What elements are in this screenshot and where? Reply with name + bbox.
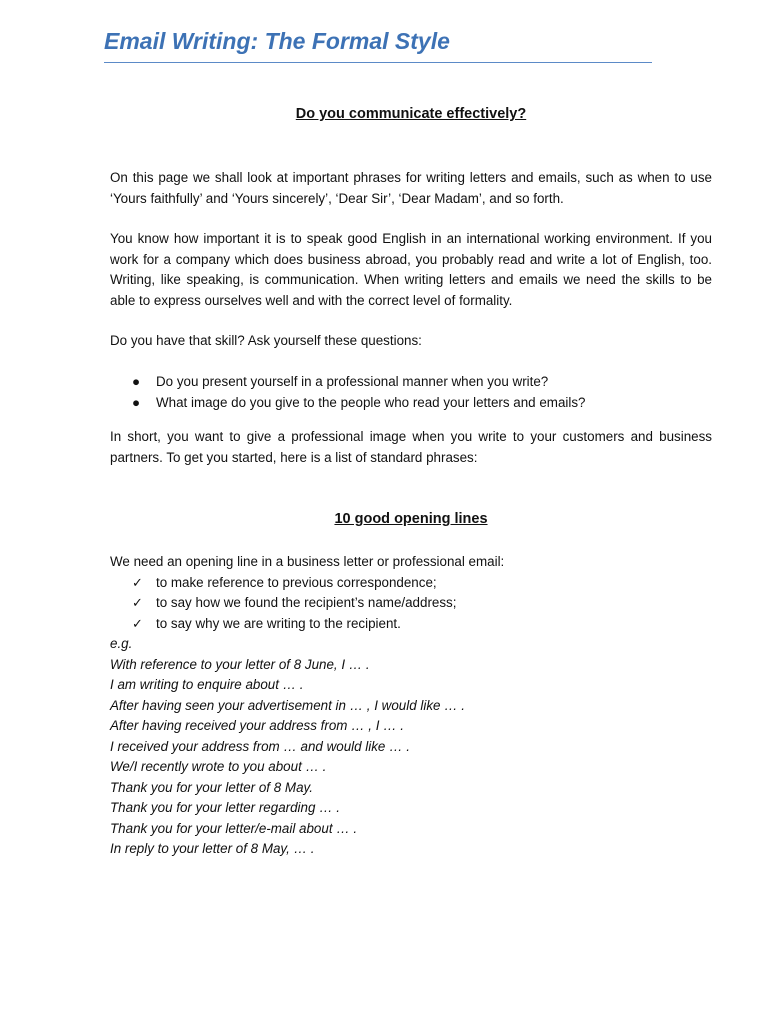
example-line: After having seen your advertisement in … , I would like … .	[110, 697, 466, 713]
example-line: With reference to your letter of 8 June, I … .	[110, 656, 370, 672]
section-heading-opening-lines: 10 good opening lines	[334, 511, 488, 527]
example-line: After having received your address from … , I … .	[110, 718, 404, 733]
paragraph-skill: Do you have that skill? Ask yourself these questions:	[110, 333, 422, 348]
example-line: In reply to your letter of 8 May, … .	[110, 841, 315, 856]
paragraph-phrases: On this page we shall look at important phrases for writing letters and emails, such as when to use ‘Yours faithfully’ and ‘Yours sincerely’, ‘Dear Sir’, ‘Dear Madam’, and so forth.	[110, 170, 712, 206]
checkmark-icon: ✓	[132, 574, 143, 590]
paragraph-summary: In short, you want to give a professional image when you write to your customers and business partners. To get you started, here is a list of standard phrases:	[110, 429, 712, 465]
list-item	[110, 593, 712, 614]
list-item	[110, 614, 712, 635]
title-underline-rule	[104, 62, 652, 63]
checkmark-icon: ✓	[132, 595, 143, 610]
example-line: Thank you for your letter of 8 May.	[110, 779, 313, 795]
example-phrases	[110, 634, 712, 860]
example-line: I am writing to enquire about … .	[110, 677, 304, 692]
summary-paragraph	[110, 427, 712, 468]
paragraph-need: We need an opening line in a business letter or professional email:	[110, 554, 505, 569]
english-paragraph	[110, 229, 712, 311]
example-line: We/I recently wrote to you about … .	[110, 759, 327, 774]
opening-lines-section	[110, 552, 712, 860]
checkmark-icon: ✓	[132, 615, 143, 631]
purpose-text: to make reference to previous correspondence;	[156, 574, 437, 590]
intro-paragraph	[110, 168, 712, 209]
question-intro	[110, 331, 712, 352]
example-line: I received your address from … and would like … .	[110, 738, 410, 754]
section-heading-communicate: Do you communicate effectively?	[295, 106, 527, 122]
bullet-dot-icon: ●	[132, 394, 141, 410]
paragraph-importance: You know how important it is to speak good English in an international working environment. If you work for a company which does business abroad, you probably read and write a lot of English, too. Writing, like speaking, is communication. When writing letters and emails we need the skills to be able to express ourselves well and with the correct level of formality.	[110, 231, 712, 308]
purpose-text: to say how we found the recipient’s name/address;	[156, 595, 457, 610]
eg-label: e.g.	[110, 636, 133, 651]
example-line: Thank you for your letter/e-mail about … .	[110, 820, 358, 836]
list-item	[110, 573, 712, 594]
questions-list	[110, 372, 712, 413]
purpose-text: to say why we are writing to the recipient.	[156, 615, 401, 631]
list-item	[110, 372, 712, 393]
question-text: Do you present yourself in a professional manner when you write?	[156, 374, 549, 389]
example-line: Thank you for your letter regarding … .	[110, 800, 340, 815]
question-text: What image do you give to the people who read your letters and emails?	[156, 394, 586, 410]
bullet-dot-icon: ●	[132, 374, 141, 389]
purposes-list	[110, 573, 712, 635]
document-title: Email Writing: The Formal Style	[104, 28, 450, 54]
questions-list-wrapper	[110, 372, 712, 413]
list-item	[110, 393, 712, 414]
